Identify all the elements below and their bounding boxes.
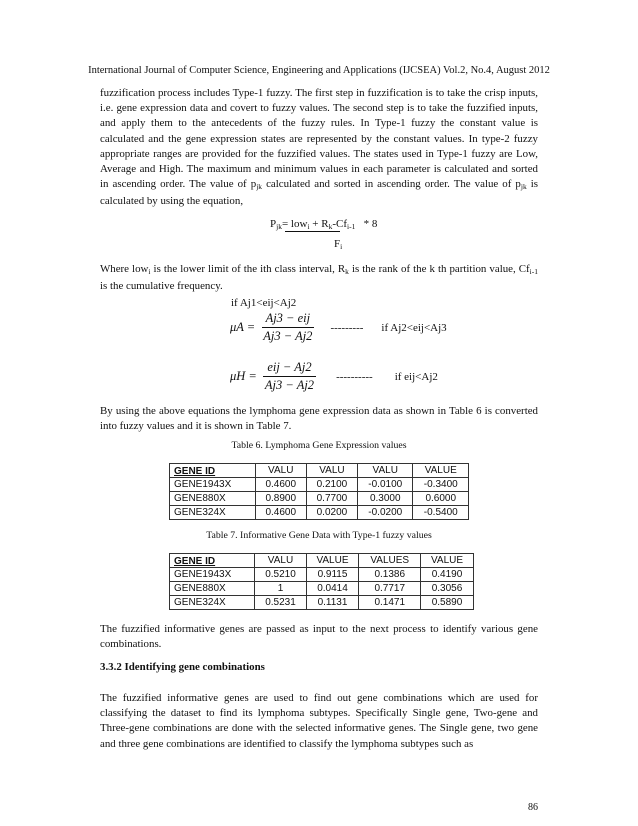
table-cell: 0.1471 <box>359 596 421 610</box>
paragraph-fuzzification: fuzzification process includes Type-1 fuzzy. The first step in fuzzification is to take the crisp inputs, i.e. gene expression data and covert to fuzzy values. The second step is to take the fuzzified inputs, and apply them to the antecedents of the fuzzy rules. In Type-1 fuzzy the constant value is calculated and the gene expression states are represented by the constant values. In type-2 fuzzy appropriate ranges are provided for the fuzzified values. The states used in Type-1 fuzzy are Low, Average and High. The maximum and minimum values in each parameter is calculated and sorted in ascending order. The value of $p_{jk}$ calculated and sorted in ascending order. The value of $p_{jk}$ is calculated by using the equation, <box>100 87 539 208</box>
section-heading: 3.3.2 Identifying gene combinations <box>100 661 265 673</box>
column-header: VALUES <box>359 554 421 568</box>
table-cell: 0.0200 <box>306 506 357 520</box>
paragraph-gene-combinations: The fuzzified informative genes are used to find out gene combinations which are used for classifying the dataset to find its lymphoma subtypes. Specifically Single gene, Two-gene and Three-gene combinations are done with the selected informative genes. The Single gene, two gene and three gene combinations are identified to classify the lymphoma subtypes such as <box>100 692 538 750</box>
table-cell: 0.4600 <box>255 478 306 492</box>
table-cell: GENE880X <box>170 582 255 596</box>
column-header: VALU <box>306 464 357 478</box>
table-cell: 0.5210 <box>255 568 306 582</box>
column-header: VALUE <box>421 554 474 568</box>
column-header: VALUE <box>413 464 469 478</box>
table-cell: GENE324X <box>170 596 255 610</box>
table-cell: GENE324X <box>170 506 256 520</box>
page-number: 86 <box>528 802 538 813</box>
table-cell: 0.7700 <box>306 492 357 506</box>
column-header: GENE ID <box>170 554 255 568</box>
table-cell: -0.3400 <box>413 478 469 492</box>
table7 <box>169 553 474 610</box>
table-cell: 0.4600 <box>255 506 306 520</box>
table-cell: 0.3000 <box>358 492 413 506</box>
table-cell: 0.7717 <box>359 582 421 596</box>
column-header: VALUE <box>306 554 359 568</box>
table-cell: 0.0414 <box>306 582 359 596</box>
paragraph-lymphoma: By using the above equations the lymphoma gene expression data as shown in Table 6 is converted into fuzzy values and it is shown in Table 7. <box>100 405 538 433</box>
table-cell: GENE880X <box>170 492 256 506</box>
table-row <box>170 478 469 492</box>
equation-pjk: $P_{jk}= low_i + R_k-Cf_{i-1}$ * 8 <box>270 218 378 231</box>
table-row <box>170 596 474 610</box>
table-cell: GENE1943X <box>170 568 255 582</box>
equation-muA: μA = $\frac{\text{Aj3 − eij}}{Aj3 - Aj2}$ --------- if Aj2<eij<Aj3 <box>230 311 447 343</box>
table-cell: 0.3056 <box>421 582 474 596</box>
table-cell: 0.5890 <box>421 596 474 610</box>
table6 <box>169 463 469 520</box>
table-cell: 0.1386 <box>359 568 421 582</box>
table-cell: 0.5231 <box>255 596 306 610</box>
table-row <box>170 568 474 582</box>
table-header-row <box>170 464 469 478</box>
equation-fraction-line <box>285 231 340 232</box>
table7-caption: Table 7. Informative Gene Data with Type-1 fuzzy values <box>206 530 432 541</box>
table-row <box>170 506 469 520</box>
table-cell: 0.8900 <box>255 492 306 506</box>
table-row <box>170 582 474 596</box>
table-row <box>170 492 469 506</box>
table-header-row <box>170 554 474 568</box>
table-cell: GENE1943X <box>170 478 256 492</box>
equation-denominator: $F_i$ <box>334 238 343 251</box>
table-cell: 1 <box>255 582 306 596</box>
table-cell: -0.0200 <box>358 506 413 520</box>
journal-header: International Journal of Computer Science, Engineering and Applications (IJCSEA) Vol.2, No.4, August 2012 <box>88 65 550 76</box>
table-cell: -0.5400 <box>413 506 469 520</box>
column-header: VALU <box>255 554 306 568</box>
table-cell: -0.0100 <box>358 478 413 492</box>
table-cell: 0.4190 <box>421 568 474 582</box>
paragraph-where: Where low$_i$ is the lower limit of the ith class interval, $R_k$ is the rank of the k th partition value, $Cf_{i-1}$ is the cumulative frequency. <box>100 263 539 293</box>
table-cell: 0.6000 <box>413 492 469 506</box>
paragraph-fuzzified: The fuzzified informative genes are passed as input to the next process to identify various gene combinations. <box>100 623 538 651</box>
condition-low: if Aj1<eij<Aj2 <box>231 297 297 309</box>
column-header: GENE ID <box>170 464 256 478</box>
column-header: VALU <box>255 464 306 478</box>
table-cell: 0.1131 <box>306 596 359 610</box>
table-cell: 0.2100 <box>306 478 357 492</box>
table-cell: 0.9115 <box>306 568 359 582</box>
equation-muH: μH = $\frac{\text{eij − Aj2}}{Aj3 - Aj2}$ ---------- if eij<Aj2 <box>230 360 438 392</box>
column-header: VALU <box>358 464 413 478</box>
table6-caption: Table 6. Lymphoma Gene Expression values <box>231 440 407 451</box>
